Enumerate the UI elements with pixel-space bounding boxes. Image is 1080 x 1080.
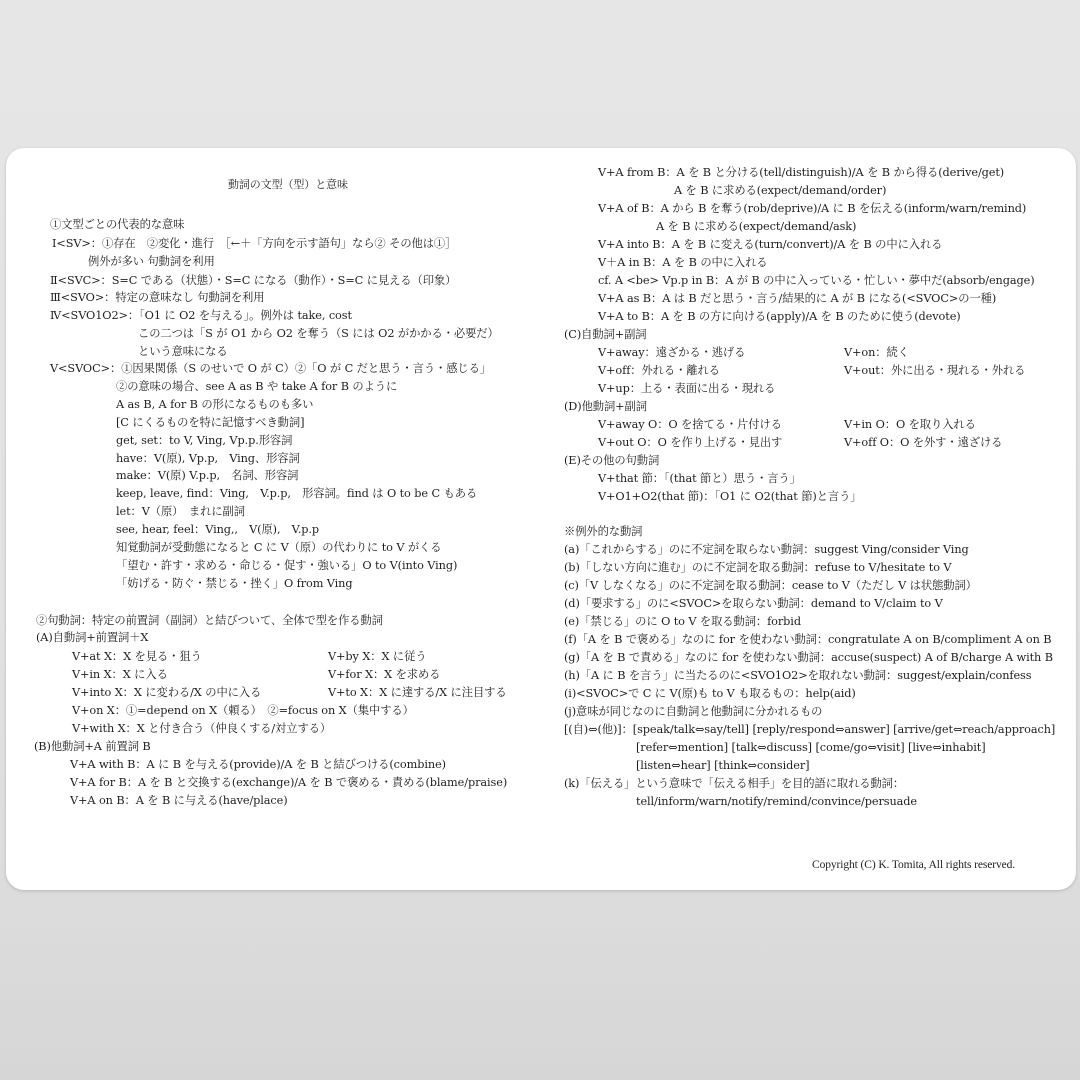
text-line: see, hear, feel：Ving,, V(原), V.p.p: [116, 523, 319, 536]
text-line: V+out：外に出る・現れる・外れる: [844, 364, 1026, 377]
text-line: V+A as B：A は B だと思う・言う/結果的に A が B になる(<SVOC>の一種): [598, 292, 997, 305]
text-line: [C にくるものを特に記憶すべき動詞]: [116, 416, 305, 429]
text-line: V+on：続く: [844, 346, 909, 359]
text-line: (g)「A を B で責める」なのに for を使わない動詞：accuse(suspect) A of B/charge A with B: [564, 651, 1053, 664]
text-line: V+A for B：A を B と交換する(exchange)/A を B で褒める・責める(blame/praise): [70, 776, 508, 789]
text-line: get, set：to V, Ving, Vp.p.形容詞: [116, 434, 293, 447]
text-line: 「妨げる・防ぐ・禁じる・挫く」O from Ving: [116, 577, 353, 590]
text-line: V+A with B：A に B を与える(provide)/A を B と結びつける(combine): [70, 758, 446, 771]
text-line: V+to X：X に達する/X に注目する: [328, 686, 507, 699]
text-line: (A)自動詞+前置詞＋X: [36, 631, 149, 644]
text-line: V+away O：O を捨てる・片付ける: [598, 418, 782, 431]
text-line: (E)その他の句動詞: [564, 454, 660, 467]
text-line: (a)「これからする」のに不定詞を取らない動詞：suggest Ving/consider Ving: [564, 543, 969, 556]
text-line: 例外が多い 句動詞を利用: [88, 255, 215, 268]
text-line: let：V（原） まれに副詞: [116, 505, 245, 518]
text-line: (B)他動詞+A 前置詞 B: [34, 740, 151, 753]
text-line: 動詞の文型（型）と意味: [228, 178, 348, 191]
text-line: V+on X：①=depend on X（頼る） ②=focus on X（集中する）: [72, 704, 414, 717]
text-line: Ⅰ<SV>：①存在 ②変化・進行 ［←＋「方向を示す語句」なら② その他は①］: [52, 237, 457, 250]
text-line: make：V(原) V.p.p, 名詞、形容詞: [116, 469, 299, 482]
text-line: V+out O：O を作り上げる・見出す: [598, 436, 783, 449]
text-line: [refer⇔mention] [talk⇔discuss] [come/go⇔visit] [live⇔inhabit]: [636, 741, 986, 754]
text-line: (C)自動詞+副詞: [564, 328, 647, 341]
text-line: Ⅳ<SVO1O2>：「O1 に O2 を与える」。例外は take, cost: [50, 309, 352, 322]
text-line: Ⅲ<SVO>：特定の意味なし 句動詞を利用: [50, 291, 265, 304]
text-line: V+A to B：A を B の方に向ける(apply)/A を B のために使う(devote): [598, 310, 961, 323]
text-line: V+at X：X を見る・狙う: [72, 650, 202, 663]
text-line: Ⅱ<SVC>：S=C である（状態）・S=C になる（動作）・S=C に見える（印象）: [50, 274, 457, 287]
text-line: この二つは「S が O1 から O2 を奪う（S には O2 がかかる・必要だ）: [138, 327, 499, 340]
text-line: (j)意味が同じなのに自動詞と他動詞に分かれるもの: [564, 705, 823, 718]
background-page: [0, 910, 1080, 1080]
text-line: [(自)⇔(他)]：[speak/talk⇔say/tell] [reply/respond⇔answer] [arrive/get⇔reach/approach]: [564, 723, 1056, 736]
text-line: (b)「しない方向に進む」のに不定詞を取る動詞：refuse to V/hesitate to V: [564, 561, 952, 574]
text-line: ②の意味の場合、see A as B や take A for B のように: [116, 380, 398, 393]
text-line: (e)「禁じる」のに O to V を取る動詞：forbid: [564, 615, 801, 628]
text-line: V+in O：O を取り入れる: [844, 418, 976, 431]
text-line: V+A on B：A を B に与える(have/place): [70, 794, 288, 807]
text-line: ②句動詞：特定の前置詞（副詞）と結びついて、全体で型を作る動詞: [36, 614, 383, 627]
text-line: V+off：外れる・離れる: [598, 364, 720, 377]
copyright-notice: Copyright (C) K. Tomita, All rights reserved.: [812, 859, 1016, 871]
text-line: V+in X：X に入る: [72, 668, 168, 681]
text-line: tell/inform/warn/notify/remind/convince/persuade: [636, 795, 917, 808]
text-line: [listen⇔hear] [think⇔consider]: [636, 759, 810, 772]
text-line: V+for X：X を求める: [328, 668, 441, 681]
text-line: A as B, A for B の形になるものも多い: [116, 398, 314, 411]
text-line: A を B に求める(expect/demand/order): [674, 184, 887, 197]
text-line: V＋A in B：A を B の中に入れる: [598, 256, 768, 269]
text-line: (f)「A を B で褒める」なのに for を使わない動詞：congratulate A on B/compliment A on B: [564, 633, 1052, 646]
text-line: V+into X：X に変わる/X の中に入る: [72, 686, 262, 699]
reference-card: [6, 148, 1076, 890]
text-line: 知覚動詞が受動態になると C に V（原）の代わりに to V がくる: [116, 541, 442, 554]
text-line: (D)他動詞+副詞: [564, 400, 647, 413]
text-line: cf. A <be> Vp.p in B：A が B の中に入っている・忙しい・夢中だ(absorb/engage): [598, 274, 1035, 287]
text-line: A を B に求める(expect/demand/ask): [656, 220, 857, 233]
text-line: V+O1+O2(that 節)：「O1 に O2(that 節)と言う」: [598, 490, 862, 503]
text-line: V+away：遠ざかる・逃げる: [598, 346, 746, 359]
text-line: Ⅴ<SVOC>：①因果関係（S のせいで O が C）②「O が C だと思う・言う・感じる」: [50, 362, 491, 375]
text-line: (c)「V しなくなる」のに不定詞を取る動詞：cease to V（ただし V は状態動詞）: [564, 579, 977, 592]
text-line: (k)「伝える」という意味で「伝える相手」を目的語に取れる動詞：: [564, 777, 905, 790]
text-line: V+A from B：A を B と分ける(tell/distinguish)/A を B から得る(derive/get): [598, 166, 1005, 179]
text-line: ①文型ごとの代表的な意味: [50, 218, 185, 231]
text-line: keep, leave, find：Ving, V.p.p, 形容詞。find は O to be C もある: [116, 487, 478, 500]
text-line: ※例外的な動詞: [564, 525, 643, 538]
text-line: (h)「A に B を言う」に当たるのに<SVO1O2>を取れない動詞：suggest/explain/confess: [564, 669, 1032, 682]
text-line: (i)<SVOC>で C に V(原)も to V も取るもの：help(aid): [564, 687, 856, 700]
text-line: という意味になる: [138, 345, 228, 358]
text-line: 「望む・許す・求める・命じる・促す・強いる」O to V(into Ving): [116, 559, 458, 572]
text-line: have：V(原), Vp.p, Ving、形容詞: [116, 452, 300, 465]
text-line: V+up：上る・表面に出る・現れる: [598, 382, 776, 395]
text-line: (d)「要求する」のに<SVOC>を取らない動詞：demand to V/claim to V: [564, 597, 943, 610]
text-line: V+A of B：A から B を奪う(rob/deprive)/A に B を伝える(inform/warn/remind): [598, 202, 1027, 215]
text-line: V+by X：X に従う: [328, 650, 427, 663]
text-line: V+with X：X と付き合う（仲良くする/対立する）: [72, 722, 332, 735]
text-line: V+that 節：「(that 節と）思う・言う」: [598, 472, 801, 485]
text-line: V+off O：O を外す・遠ざける: [844, 436, 1003, 449]
text-line: V+A into B：A を B に変える(turn/convert)/A を B の中に入れる: [598, 238, 943, 251]
